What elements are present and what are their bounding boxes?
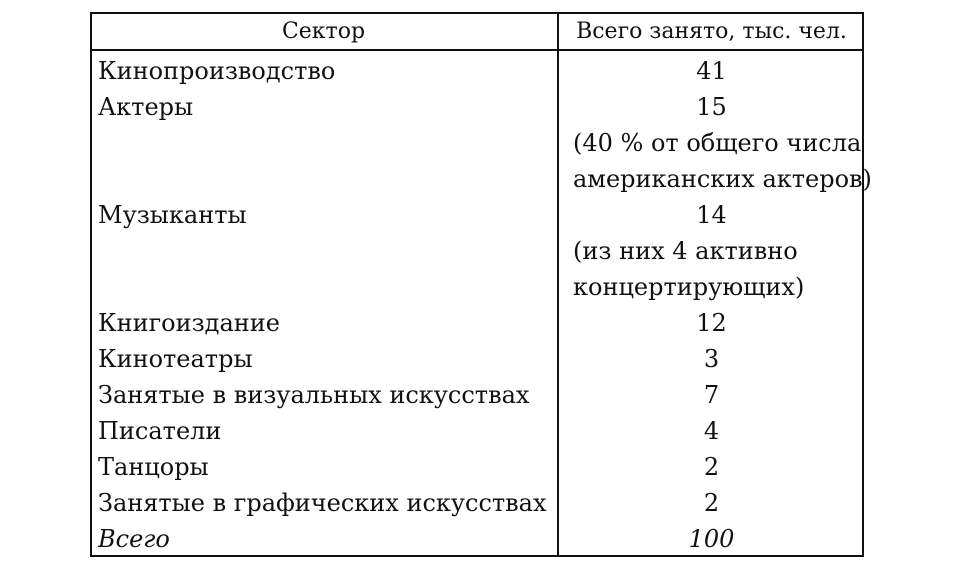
row-value-book-publishing: 12 [696,309,727,337]
row-value-visual-arts: 7 [703,381,720,409]
row-value-writers: 4 [703,417,720,445]
row-label-writers: Писатели [98,417,222,445]
header-sector: Сектор [281,19,366,44]
row-note-musicians-line1: (из них 4 активно [573,237,798,265]
total-value: 100 [688,525,735,553]
row-value-actors: 15 [696,93,727,121]
row-label-musicians: Музыканты [98,201,247,229]
header-employed: Всего занято, тыс. чел. [576,19,847,44]
row-label-visual-arts: Занятые в визуальных искусствах [98,381,530,409]
row-note-actors-line2: американских актеров) [573,165,872,193]
row-label-book-publishing: Книгоиздание [98,309,280,337]
row-note-actors-line1: (40 % от общего числа [573,129,862,157]
row-value-musicians: 14 [696,201,727,229]
row-label-graphic-arts: Занятые в графических искусствах [98,489,547,517]
row-value-dancers: 2 [703,453,720,481]
row-label-actors: Актеры [98,93,194,121]
row-label-dancers: Танцоры [98,453,209,481]
row-label-cinemas: Кинотеатры [98,345,253,373]
row-value-film-production: 41 [696,57,727,85]
row-value-graphic-arts: 2 [703,489,720,517]
row-note-musicians-line2: концертирующих) [573,273,805,301]
total-label: Всего [98,525,170,553]
row-label-film-production: Кинопроизводство [98,57,336,85]
header-divider [90,49,864,51]
row-value-cinemas: 3 [703,345,720,373]
